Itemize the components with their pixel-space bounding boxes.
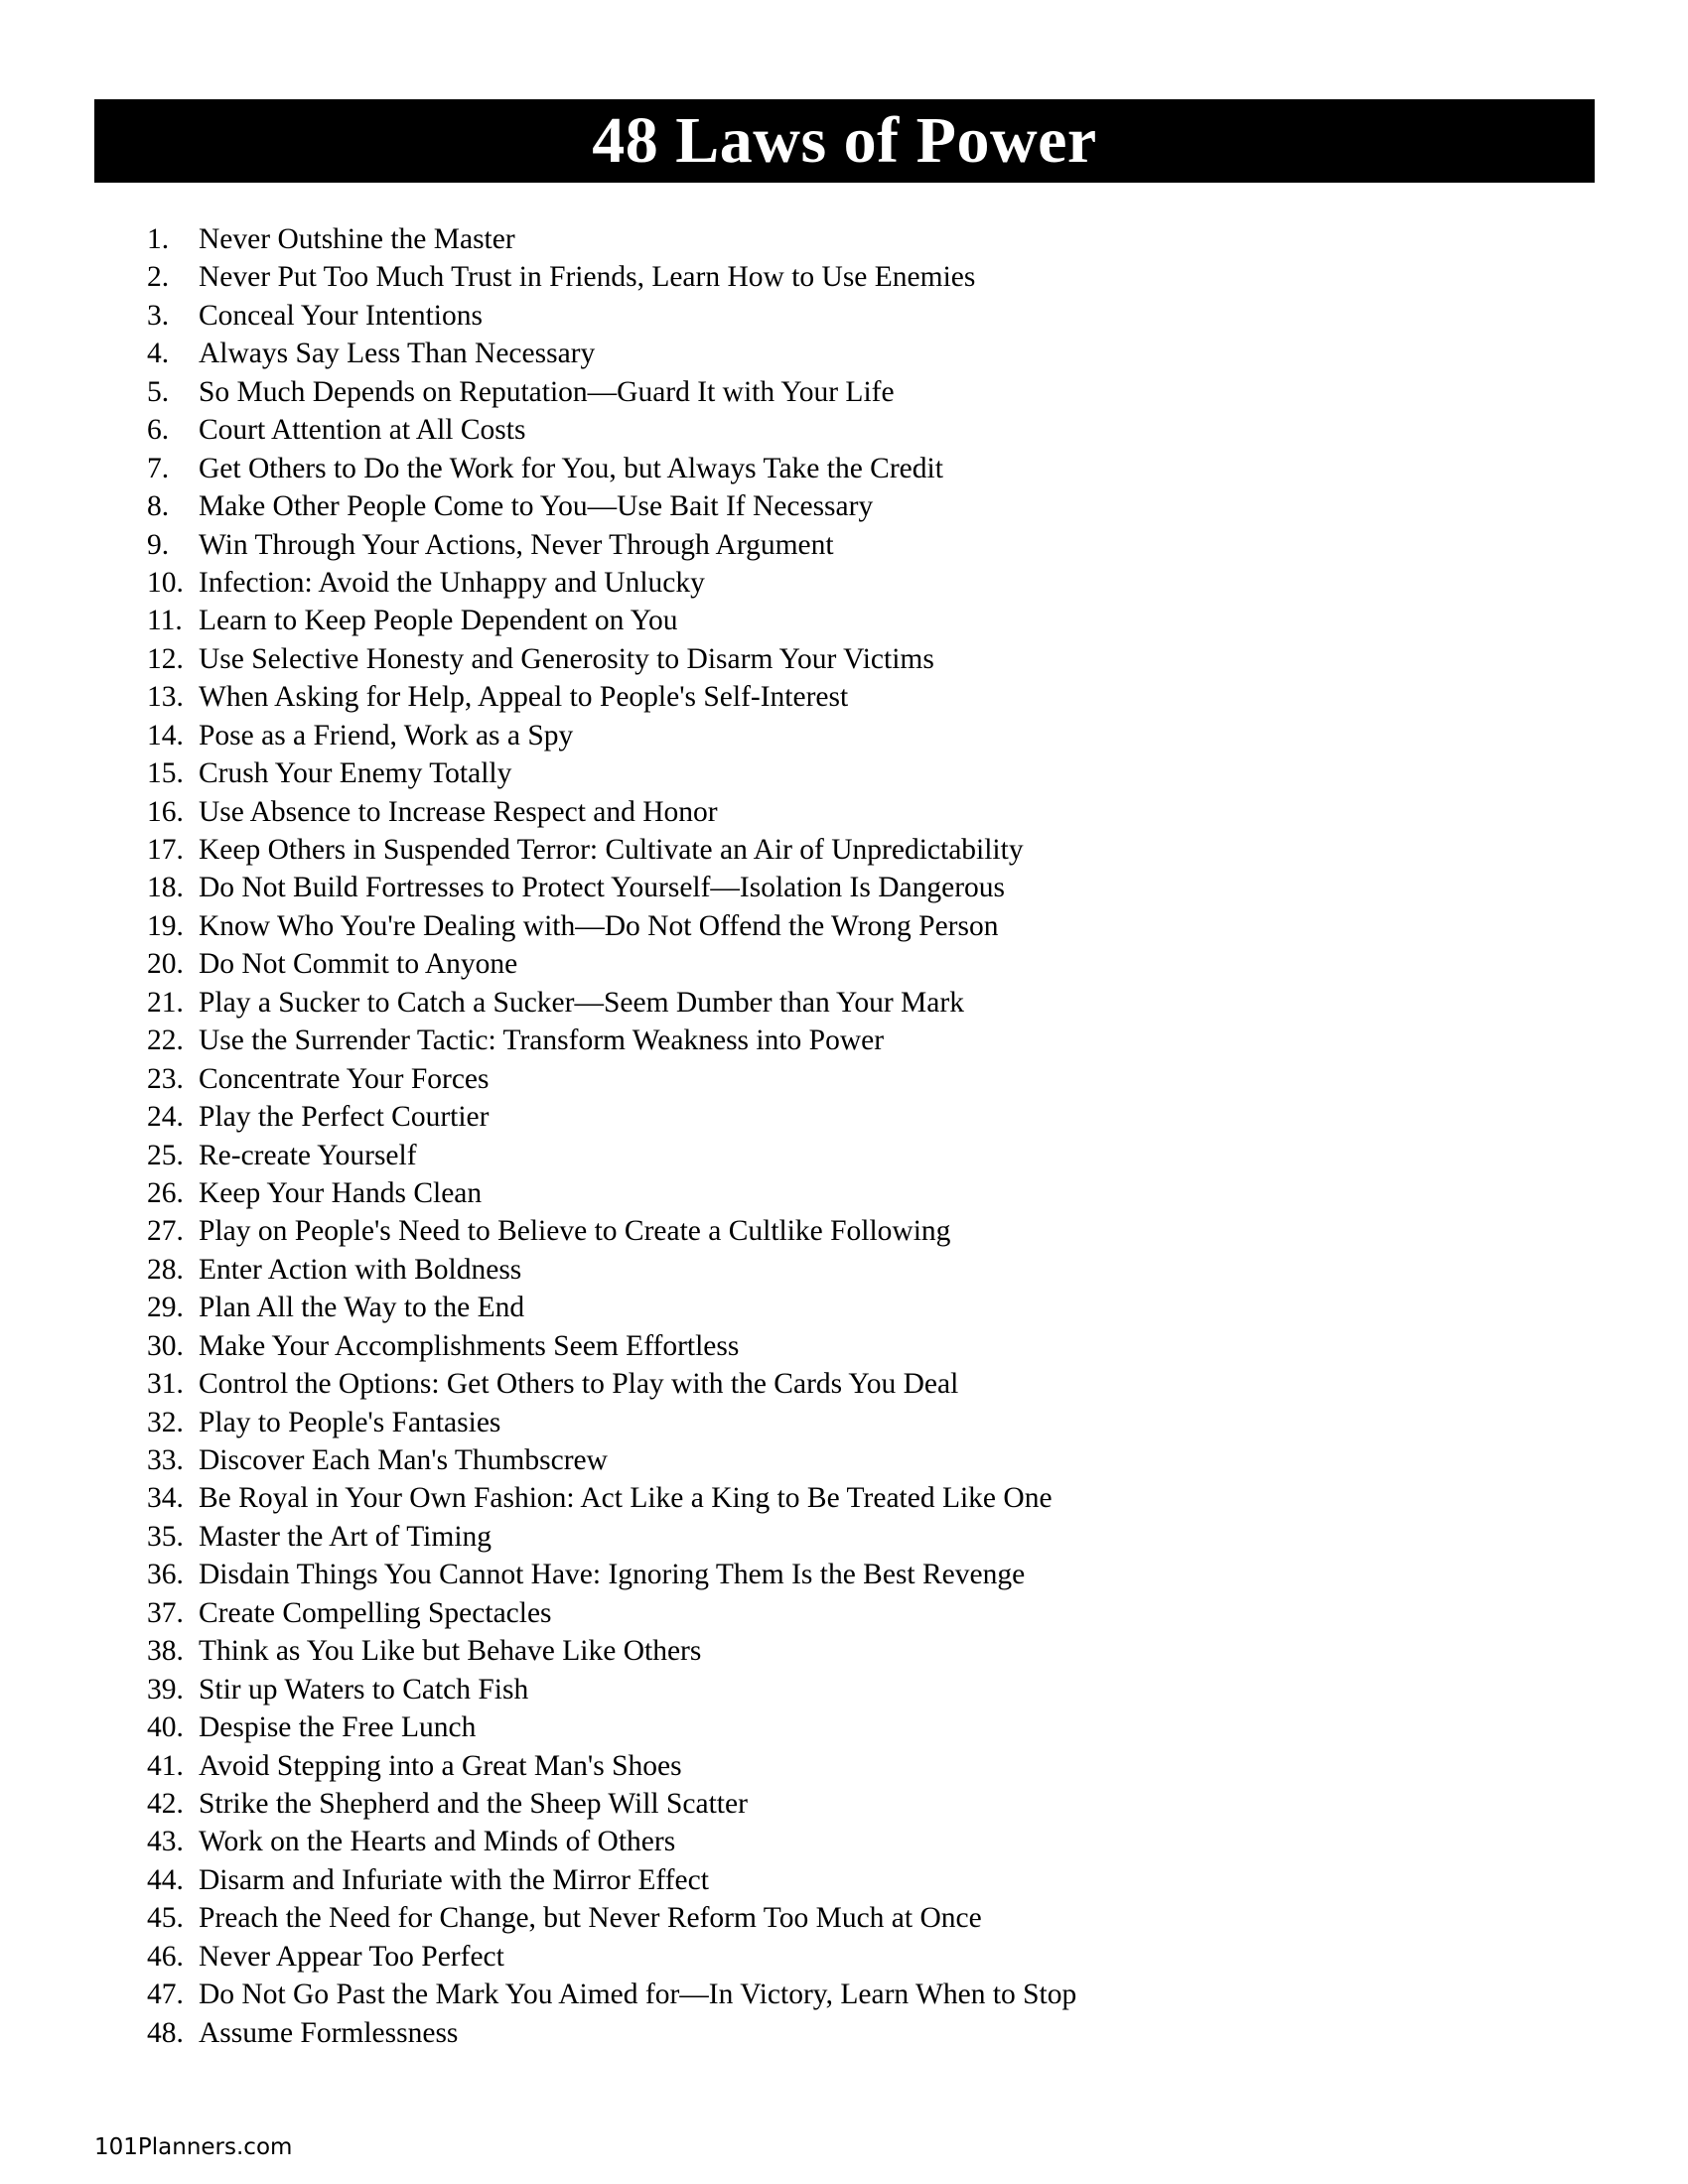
- law-number: 16.: [147, 795, 184, 828]
- law-number: 7.: [147, 452, 170, 484]
- law-text: Make Your Accomplishments Seem Effortless: [199, 1329, 740, 1362]
- law-number: 43.: [147, 1826, 184, 1858]
- list-item: [147, 297, 1076, 335]
- list-item: [147, 1823, 1076, 1860]
- law-text: Stir up Waters to Catch Fish: [199, 1673, 529, 1706]
- list-item: [147, 1899, 1076, 1937]
- law-text: Work on the Hearts and Minds of Others: [199, 1826, 676, 1858]
- list-item: [147, 1022, 1076, 1059]
- law-text: Play on People's Need to Believe to Create a Cultlike Following: [199, 1215, 951, 1248]
- law-number: 8.: [147, 490, 170, 523]
- law-text: Use Selective Honesty and Generosity to Disarm Your Victims: [199, 642, 934, 675]
- page-title: 48 Laws of Power: [592, 104, 1097, 177]
- law-text: Disdain Things You Cannot Have: Ignoring Them Is the Best Revenge: [199, 1559, 1026, 1591]
- law-number: 41.: [147, 1749, 184, 1782]
- law-number: 32.: [147, 1406, 184, 1438]
- law-text: Get Others to Do the Work for You, but Always Take the Credit: [199, 452, 943, 484]
- law-text: Despise the Free Lunch: [199, 1711, 477, 1744]
- list-item: [147, 1251, 1076, 1289]
- list-item: [147, 1785, 1076, 1823]
- law-text: Pose as a Friend, Work as a Spy: [199, 719, 574, 751]
- law-number: 11.: [147, 605, 183, 637]
- law-number: 36.: [147, 1559, 184, 1591]
- law-number: 22.: [147, 1024, 184, 1057]
- list-item: [147, 2014, 1076, 2052]
- law-text: Do Not Commit to Anyone: [199, 948, 518, 981]
- list-item: [147, 1289, 1076, 1326]
- law-text: Enter Action with Boldness: [199, 1253, 522, 1286]
- law-text: Know Who You're Dealing with—Do Not Offend the Wrong Person: [199, 909, 999, 942]
- law-number: 37.: [147, 1596, 184, 1629]
- law-text: Preach the Need for Change, but Never Reform Too Much at Once: [199, 1902, 982, 1935]
- law-text: Assume Formlessness: [199, 2016, 459, 2049]
- list-item: [147, 1479, 1076, 1517]
- list-item: [147, 1060, 1076, 1098]
- list-item: [147, 411, 1076, 449]
- law-number: 14.: [147, 719, 184, 751]
- law-text: Do Not Build Fortresses to Protect Yourself—Isolation Is Dangerous: [199, 872, 1006, 904]
- list-item: [147, 678, 1076, 716]
- law-text: Keep Your Hands Clean: [199, 1176, 483, 1209]
- law-number: 4.: [147, 338, 170, 370]
- list-item: [147, 335, 1076, 372]
- law-number: 6.: [147, 414, 170, 447]
- list-item: [147, 1708, 1076, 1746]
- list-item: [147, 1938, 1076, 1976]
- law-number: 30.: [147, 1329, 184, 1362]
- list-item: [147, 526, 1076, 564]
- list-item: [147, 487, 1076, 525]
- law-number: 2.: [147, 261, 170, 294]
- list-item: [147, 1174, 1076, 1212]
- law-number: 27.: [147, 1215, 184, 1248]
- law-number: 35.: [147, 1520, 184, 1553]
- list-item: [147, 640, 1076, 678]
- law-text: Infection: Avoid the Unhappy and Unlucky: [199, 566, 705, 599]
- law-number: 3.: [147, 299, 170, 332]
- list-item: [147, 564, 1076, 602]
- law-number: 21.: [147, 986, 184, 1019]
- law-text: Concentrate Your Forces: [199, 1062, 490, 1095]
- law-number: 28.: [147, 1253, 184, 1286]
- law-text: Do Not Go Past the Mark You Aimed for—In Victory, Learn When to Stop: [199, 1979, 1077, 2011]
- law-text: Court Attention at All Costs: [199, 414, 526, 447]
- law-text: Avoid Stepping into a Great Man's Shoes: [199, 1749, 682, 1782]
- law-text: Strike the Shepherd and the Sheep Will Scatter: [199, 1787, 748, 1820]
- footer-site-name: 101Planners.com: [94, 2134, 293, 2160]
- list-item: [147, 1404, 1076, 1441]
- law-text: Play the Perfect Courtier: [199, 1101, 490, 1134]
- law-text: Never Appear Too Perfect: [199, 1940, 504, 1973]
- law-text: Conceal Your Intentions: [199, 299, 483, 332]
- law-number: 9.: [147, 528, 170, 561]
- law-text: Discover Each Man's Thumbscrew: [199, 1444, 608, 1476]
- law-number: 1.: [147, 223, 170, 255]
- law-text: Create Compelling Spectacles: [199, 1596, 552, 1629]
- list-item: [147, 1137, 1076, 1174]
- list-item: [147, 717, 1076, 754]
- list-item: [147, 258, 1076, 296]
- law-number: 17.: [147, 834, 184, 866]
- list-item: [147, 907, 1076, 945]
- law-text: When Asking for Help, Appeal to People's Self-Interest: [199, 681, 849, 714]
- law-number: 25.: [147, 1139, 184, 1171]
- list-item: [147, 1098, 1076, 1136]
- law-number: 12.: [147, 642, 184, 675]
- law-text: Never Put Too Much Trust in Friends, Learn How to Use Enemies: [199, 261, 976, 294]
- law-text: Crush Your Enemy Totally: [199, 757, 512, 790]
- law-text: Disarm and Infuriate with the Mirror Effect: [199, 1863, 709, 1896]
- laws-list: [147, 220, 1076, 2052]
- law-number: 15.: [147, 757, 184, 790]
- list-item: [147, 1632, 1076, 1670]
- law-text: So Much Depends on Reputation—Guard It with Your Life: [199, 375, 895, 408]
- list-item: [147, 1518, 1076, 1556]
- list-item: [147, 1671, 1076, 1708]
- list-item: [147, 220, 1076, 258]
- law-number: 44.: [147, 1863, 184, 1896]
- law-text: Keep Others in Suspended Terror: Cultivate an Air of Unpredictability: [199, 834, 1024, 866]
- list-item: [147, 1976, 1076, 2013]
- law-text: Win Through Your Actions, Never Through Argument: [199, 528, 834, 561]
- list-item: [147, 1212, 1076, 1250]
- list-item: [147, 1594, 1076, 1632]
- law-number: 13.: [147, 681, 184, 714]
- list-item: [147, 945, 1076, 983]
- law-number: 10.: [147, 566, 184, 599]
- list-item: [147, 831, 1076, 869]
- law-text: Always Say Less Than Necessary: [199, 338, 596, 370]
- law-number: 33.: [147, 1444, 184, 1476]
- law-text: Re-create Yourself: [199, 1139, 417, 1171]
- law-text: Control the Options: Get Others to Play with the Cards You Deal: [199, 1368, 959, 1401]
- law-number: 39.: [147, 1673, 184, 1706]
- law-text: Be Royal in Your Own Fashion: Act Like a King to Be Treated Like One: [199, 1482, 1053, 1515]
- law-number: 48.: [147, 2016, 184, 2049]
- list-item: [147, 373, 1076, 411]
- law-number: 40.: [147, 1711, 184, 1744]
- law-number: 31.: [147, 1368, 184, 1401]
- list-item: [147, 450, 1076, 487]
- list-item: [147, 1441, 1076, 1479]
- law-text: Use Absence to Increase Respect and Honor: [199, 795, 718, 828]
- list-item: [147, 1327, 1076, 1365]
- list-item: [147, 869, 1076, 906]
- law-number: 20.: [147, 948, 184, 981]
- list-item: [147, 1556, 1076, 1593]
- list-item: [147, 1747, 1076, 1785]
- law-text: Think as You Like but Behave Like Others: [199, 1635, 702, 1668]
- law-number: 42.: [147, 1787, 184, 1820]
- law-number: 26.: [147, 1176, 184, 1209]
- law-text: Master the Art of Timing: [199, 1520, 492, 1553]
- law-number: 19.: [147, 909, 184, 942]
- law-number: 29.: [147, 1292, 184, 1324]
- list-item: [147, 984, 1076, 1022]
- law-number: 38.: [147, 1635, 184, 1668]
- list-item: [147, 1861, 1076, 1899]
- law-number: 34.: [147, 1482, 184, 1515]
- law-text: Use the Surrender Tactic: Transform Weakness into Power: [199, 1024, 885, 1057]
- law-number: 47.: [147, 1979, 184, 2011]
- law-number: 46.: [147, 1940, 184, 1973]
- law-text: Learn to Keep People Dependent on You: [199, 605, 678, 637]
- law-text: Never Outshine the Master: [199, 223, 515, 255]
- law-number: 24.: [147, 1101, 184, 1134]
- list-item: [147, 754, 1076, 792]
- law-number: 5.: [147, 375, 170, 408]
- law-text: Plan All the Way to the End: [199, 1292, 525, 1324]
- law-number: 23.: [147, 1062, 184, 1095]
- law-text: Play a Sucker to Catch a Sucker—Seem Dumber than Your Mark: [199, 986, 964, 1019]
- law-number: 45.: [147, 1902, 184, 1935]
- list-item: [147, 1365, 1076, 1403]
- list-item: [147, 793, 1076, 831]
- list-item: [147, 602, 1076, 639]
- title-banner: [94, 99, 1595, 183]
- law-text: Make Other People Come to You—Use Bait If Necessary: [199, 490, 874, 523]
- law-number: 18.: [147, 872, 184, 904]
- law-text: Play to People's Fantasies: [199, 1406, 501, 1438]
